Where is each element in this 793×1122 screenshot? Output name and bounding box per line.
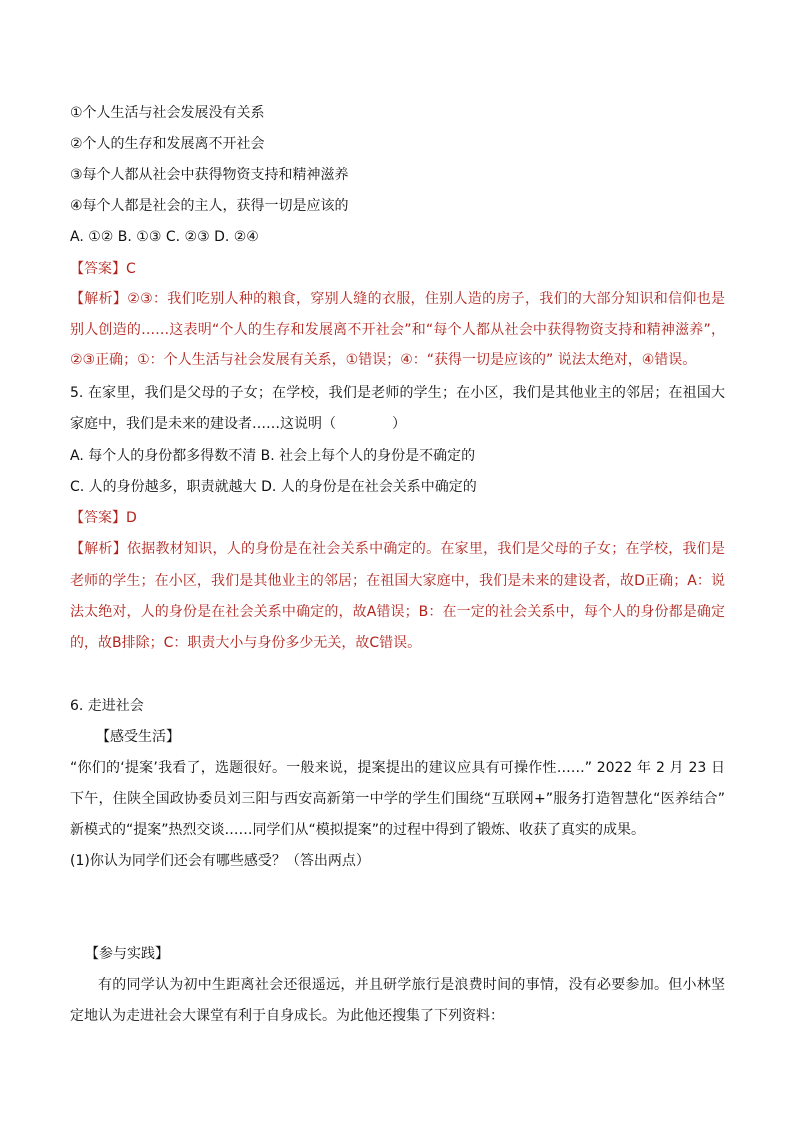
q5-stem-line-1: 5. 在家里，我们是父母的子女；在学校，我们是老师的学生；在小区，我们是其他业主的邻居；在祖国大 bbox=[70, 385, 725, 401]
q6-para1-line-2: 下午，住陕全国政协委员刘三阳与西安高新第一中学的学生们围绕“互联网+”服务打造智慧化“医养结合” bbox=[70, 791, 725, 807]
q5-analysis-line-3: 法太绝对，人的身份是在社会关系中确定的，故A错误；B：在一定的社会关系中，每个人的身份都是确定 bbox=[70, 604, 725, 620]
answer-tag: 【答案】 bbox=[70, 261, 126, 277]
q4-analysis-line-1: 【解析】②③：我们吃别人种的粮食，穿别人缝的衣服，住别人造的房子，我们的大部分知识和信仰也是 bbox=[70, 291, 726, 307]
q4-option-1: ①个人生活与社会发展没有关系 bbox=[70, 105, 265, 121]
analysis-tag: 【解析】 bbox=[70, 541, 127, 557]
q6-subquestion-1: (1)你认为同学们还会有哪些感受？（答出两点） bbox=[70, 853, 370, 869]
q4-analysis-line-2: 别人创造的……这表明“个人的生存和发展离不开社会”和“每个人都从社会中获得物资支持和精神滋养”， bbox=[70, 322, 725, 338]
q6-para1-line-3: 新模式的“提案”热烈交谈……同学们从“模拟提案”的过程中得到了锻炼、收获了真实的成果。 bbox=[70, 822, 646, 838]
q5-stem-line-2: 家庭中，我们是未来的建设者……这说明（ ） bbox=[70, 416, 406, 432]
q5-choices-line-1: A. 每个人的身份都多得数不清 B. 社会上每个人的身份是不确定的 bbox=[70, 448, 476, 464]
q5-answer bbox=[70, 508, 137, 528]
q6-title: 6. 走进社会 bbox=[70, 698, 144, 714]
q5-analysis-line-2: 老师的学生；在小区，我们是其他业主的邻居；在祖国大家庭中，我们是未来的建设者，故D正确；A：说 bbox=[70, 573, 725, 589]
q6-para2-line-1: 有的同学认为初中生距离社会还很遥远，并且研学旅行是浪费时间的事情，没有必要参加。但小林坚 bbox=[98, 977, 725, 993]
q4-option-3: ③每个人都从社会中获得物资支持和精神滋养 bbox=[70, 167, 349, 183]
q4-option-4: ④每个人都是社会的主人，获得一切是应该的 bbox=[70, 198, 349, 214]
q4-option-2: ②个人的生存和发展离不开社会 bbox=[70, 136, 265, 152]
q4-answer bbox=[70, 259, 136, 279]
q5-choices-line-2: C. 人的身份越多，职责就越大 D. 人的身份是在社会关系中确定的 bbox=[70, 479, 477, 495]
q5-analysis-line-4: 的，故B排除；C：职责大小与身份多少无关，故C错误。 bbox=[70, 635, 422, 651]
q6-para2-line-2: 定地认为走进社会大课堂有利于自身成长。为此他还搜集了下列资料： bbox=[70, 1008, 504, 1024]
answer-tag: 【答案】 bbox=[70, 510, 126, 526]
q6-section-practice: 【参与实践】 bbox=[85, 946, 169, 962]
q6-para1-line-1: “你们的‘提案’我看了，选题很好。一般来说，提案提出的建议应具有可操作性……” 2022 年 2 月 23 日 bbox=[70, 760, 725, 776]
q5-analysis-line-1: 【解析】依据教材知识，人的身份是在社会关系中确定的。在家里，我们是父母的子女；在学校，我们是 bbox=[70, 541, 726, 557]
analysis-tag: 【解析】 bbox=[70, 291, 128, 307]
answer-value: D bbox=[126, 510, 137, 526]
answer-value: C bbox=[126, 261, 136, 277]
q4-choices: A. ①② B. ①③ C. ②③ D. ②④ bbox=[70, 229, 259, 245]
q6-section-feel-life: 【感受生活】 bbox=[96, 729, 180, 745]
q4-analysis-line-3: ②③正确；①：个人生活与社会发展有关系，①错误；④：“获得一切是应该的” 说法太绝对，④错误。 bbox=[70, 352, 697, 368]
